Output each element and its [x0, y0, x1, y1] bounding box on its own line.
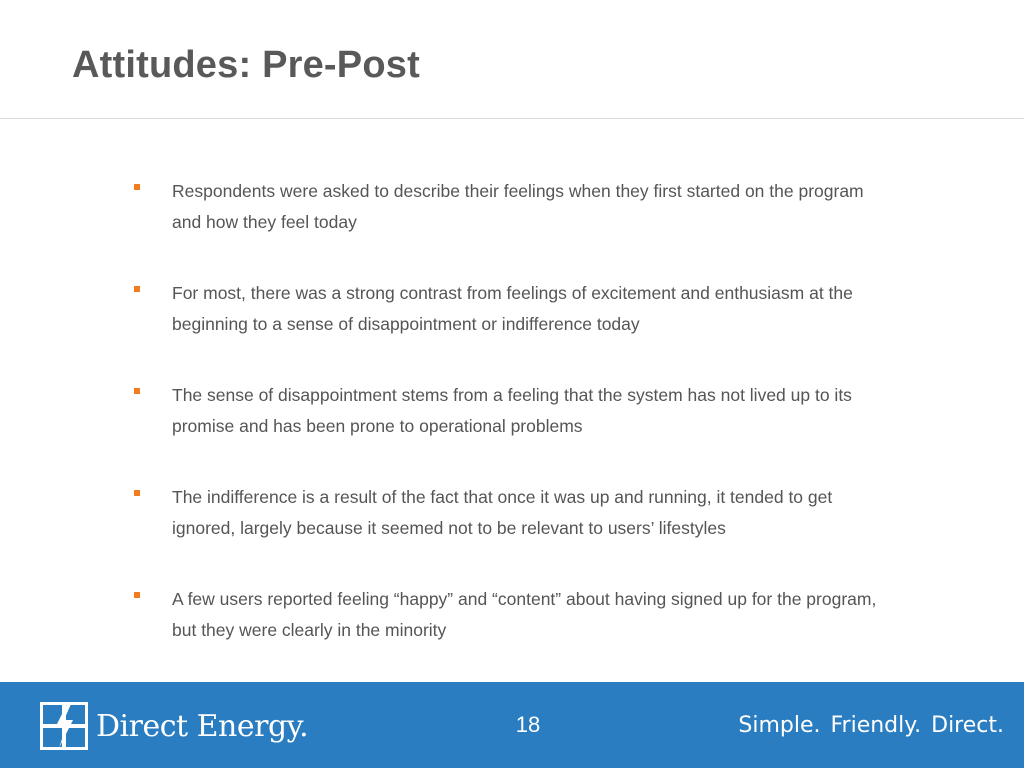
title-divider [0, 118, 1024, 119]
bullet-list [134, 176, 894, 686]
logo-wordmark: Direct Energy. [96, 708, 309, 744]
bullet-text: For most, there was a strong contrast from feelings of excitement and enthusiasm at the beginning to a sense of disappointment or indifference today [172, 283, 853, 334]
bullet-item [134, 176, 894, 238]
bullet-item [134, 278, 894, 340]
bullet-square-icon [134, 388, 140, 394]
bullet-text: Respondents were asked to describe their feelings when they first started on the program and how they feel today [172, 181, 864, 232]
bullet-square-icon [134, 490, 140, 496]
bullet-text: The sense of disappointment stems from a feeling that the system has not lived up to its promise and has been prone to operational problems [172, 385, 852, 436]
direct-energy-logo [40, 702, 308, 750]
page-number: 18 [515, 712, 541, 737]
tagline: Simple. Friendly. Direct. [738, 713, 1004, 738]
slide-title: Attitudes: Pre-Post [72, 44, 420, 86]
bullet-text: The indifference is a result of the fact that once it was up and running, it tended to get ignored, largely because it seemed not to be relevant to users’ lifestyles [172, 487, 833, 538]
bullet-item [134, 380, 894, 442]
bullet-item [134, 482, 894, 544]
footer-bar [0, 682, 1024, 768]
bullet-square-icon [134, 286, 140, 292]
direct-energy-logo-icon [40, 702, 88, 750]
bullet-square-icon [134, 592, 140, 598]
bullet-text: A few users reported feeling “happy” and “content” about having signed up for the program, but they were clearly in the minority [172, 589, 877, 640]
bullet-item [134, 584, 894, 646]
bullet-square-icon [134, 184, 140, 190]
